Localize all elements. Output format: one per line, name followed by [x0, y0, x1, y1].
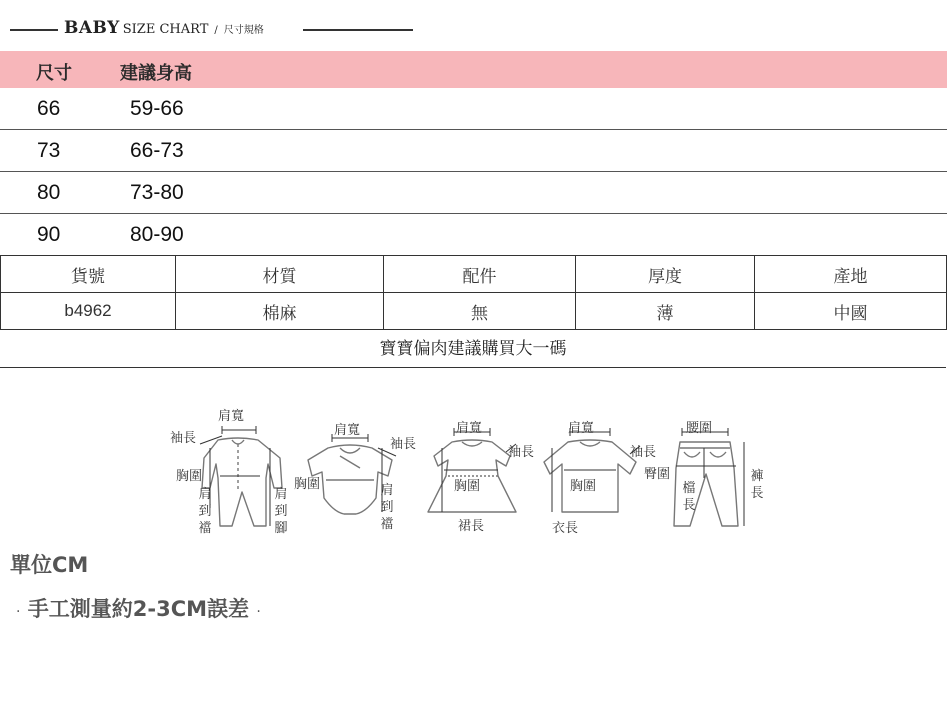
title-sub: SIZE CHART: [122, 22, 209, 37]
size-value: 80: [37, 181, 61, 204]
table-row: [0, 88, 947, 130]
title-main: BABY: [64, 18, 120, 38]
top-shoulder-label: 肩寬: [568, 421, 595, 436]
top-chest-label: 胸圍: [570, 479, 597, 494]
spec-header-origin: 產地: [755, 256, 947, 293]
size-table-header: [0, 51, 947, 88]
size-value: 90: [37, 223, 61, 246]
spec-item-no: b4962: [1, 293, 176, 330]
dress-sketch: [428, 440, 516, 512]
romper-shoulder-label: 肩寬: [218, 409, 245, 424]
size-table: [0, 51, 947, 255]
table-row: [0, 130, 947, 172]
dress-chest-label: 胸圍: [454, 479, 481, 494]
pants-rise-label: 檔長: [682, 481, 696, 513]
unit-note: 單位CM: [10, 553, 89, 577]
title-right-rule: [303, 29, 413, 31]
top-length-label: 衣長: [552, 521, 579, 536]
measurement-tolerance-note: [16, 593, 261, 623]
spec-header-material: 材質: [176, 256, 384, 293]
bodysuit-sleeve-label: 袖長: [390, 437, 417, 452]
size-value: 73: [37, 139, 61, 162]
header-size: 尺寸: [36, 63, 72, 84]
table-row: [0, 214, 947, 255]
pants-hip-label: 臀圍: [644, 467, 671, 482]
height-value: 73-80: [130, 181, 184, 204]
spec-header-row: [1, 256, 947, 293]
romper-chest-label: 胸圍: [176, 469, 203, 484]
bodysuit-shoulder-label: 肩寬: [334, 423, 361, 438]
product-spec-table: [0, 255, 947, 330]
bodysuit-shoulder-crotch-label: 肩到襠: [380, 483, 394, 532]
title-slash: /: [214, 25, 218, 36]
spec-thickness: 薄: [576, 293, 755, 330]
height-value: 80-90: [130, 223, 184, 246]
bullet-right: ·: [256, 604, 261, 620]
title-zh: 尺寸規格: [223, 25, 264, 36]
pants-waist-label: 腰圍: [686, 421, 713, 436]
spec-material: 棉麻: [176, 293, 384, 330]
spec-header-accessory: 配件: [384, 256, 576, 293]
header-height: 建議身高: [120, 63, 192, 84]
romper-shoulder-foot-label: 肩到腳: [274, 487, 288, 536]
measurement-diagrams: [160, 408, 780, 548]
spec-origin: 中國: [755, 293, 947, 330]
size-chart-title-bar: [0, 14, 420, 48]
table-row: [0, 172, 947, 214]
tolerance-text: 手工測量約2-3CM誤差: [27, 597, 250, 621]
top-sketch: [544, 440, 636, 512]
title-left-rule: [10, 29, 58, 31]
bullet-left: ·: [16, 604, 21, 620]
spec-header-thickness: 厚度: [576, 256, 755, 293]
height-value: 59-66: [130, 97, 184, 120]
romper-sleeve-label: 袖長: [170, 431, 197, 446]
size-value: 66: [37, 97, 61, 120]
height-value: 66-73: [130, 139, 184, 162]
bodysuit-chest-label: 胸圍: [294, 477, 321, 492]
size-advice-note: 寶寶偏肉建議購買大一碼: [0, 331, 946, 368]
pants-length-label: 褲長: [750, 469, 764, 501]
top-sleeve-label: 袖長: [630, 445, 657, 460]
spec-value-row: [1, 293, 947, 330]
spec-accessory: 無: [384, 293, 576, 330]
romper-shoulder-crotch-label: 肩到襠: [198, 487, 212, 536]
dress-length-label: 裙長: [458, 519, 485, 534]
spec-header-item-no: 貨號: [1, 256, 176, 293]
dress-sleeve-label: 袖長: [508, 445, 535, 460]
size-chart-title: [64, 18, 264, 38]
dress-shoulder-label: 肩寬: [456, 421, 483, 436]
